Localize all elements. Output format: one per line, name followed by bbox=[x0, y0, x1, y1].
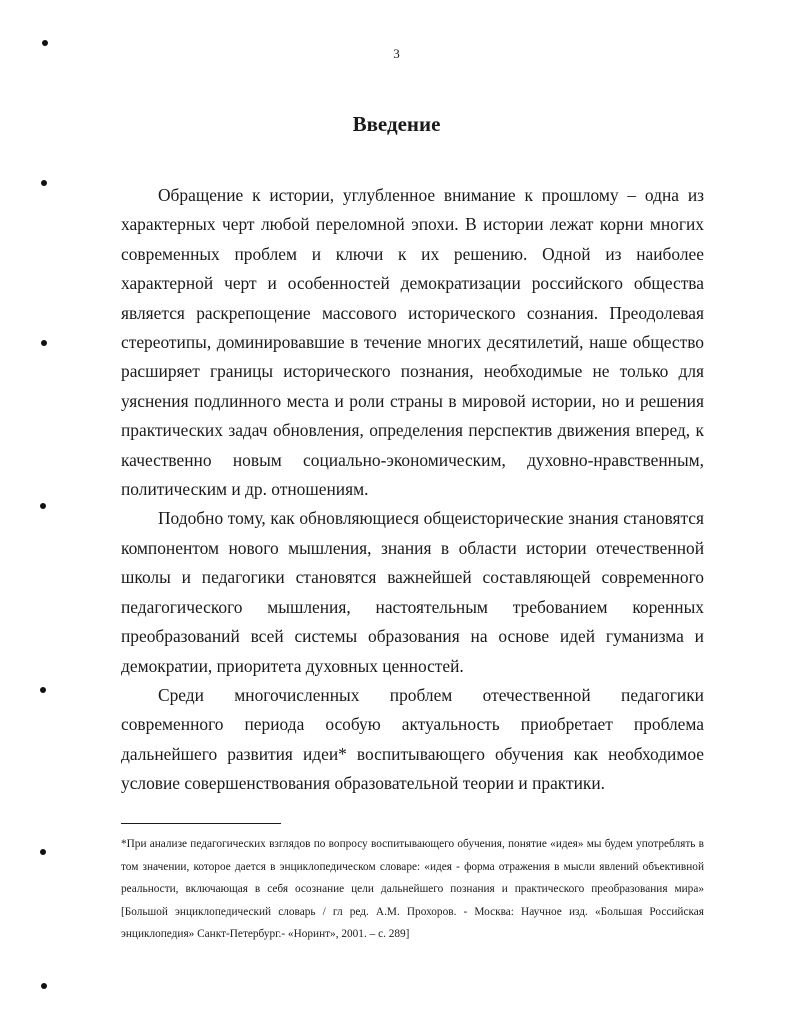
paragraph-1: Обращение к истории, углубленное внимание к прошлому – одна из характерных черт любой переломной эпохи. В истории лежат корни многих современных проблем и ключи к их решению. Одной из наиболее характерной черт и особенностей демократизации российского общества является раскрепощение массового исторического сознания. Преодолевая стереотипы, доминировавшие в течение многих десятилетий, наше общество расширяет границы исторического познания, необходимые не только для уяснения подлинного места и роли страны в мировой истории, но и решения практических задач обновления, определения перспектив движения вперед, к качественно новым социально-экономическим, духовно-нравственным, политическим и др. отношениям. bbox=[121, 185, 704, 500]
scan-mark bbox=[42, 40, 48, 46]
scan-mark bbox=[41, 340, 47, 346]
scan-mark bbox=[40, 503, 46, 509]
body-text bbox=[121, 181, 704, 799]
paragraph-2: Подобно тому, как обновляющиеся общеисторические знания становятся компонентом нового мышления, знания в области истории отечественной школы и педагогики становятся важнейшей составляющей современного педагогического мышления, настоятельным требованием коренных преобразований всей системы образования на основе идей гуманизма и демократии, приоритета духовных ценностей. bbox=[121, 508, 704, 676]
page-title: Введение bbox=[352, 112, 441, 136]
footnote: *При анализе педагогических взглядов по вопросу воспитывающего обучения, понятие «идея» мы будем употреблять в том значении, которое дается в энциклопедическом словаре: «идея - форма отражения в мысли явлений объективной реальности, включающая в себя осознание цели дальнейшего познания и практического преобразования мира» [Большой энциклопедический словарь / гл ред. А.М. Прохоров. - Москва: Научное изд. «Большая Российская энциклопедия» Санкт-Петербург.- «Норинт», 2001. – с. 289] bbox=[121, 838, 704, 940]
scan-mark bbox=[41, 180, 47, 186]
scan-mark bbox=[41, 983, 47, 989]
page-number: 3 bbox=[393, 46, 400, 61]
scan-mark bbox=[40, 849, 46, 855]
scan-mark bbox=[40, 687, 46, 693]
paragraph-3: Среди многочисленных проблем отечественной педагогики современного периода особую актуальность приобретает проблема дальнейшего развития идеи* воспитывающего обучения как необходимое условие совершенствования образовательной теории и практики. bbox=[121, 684, 704, 794]
footnote-separator bbox=[121, 823, 281, 824]
